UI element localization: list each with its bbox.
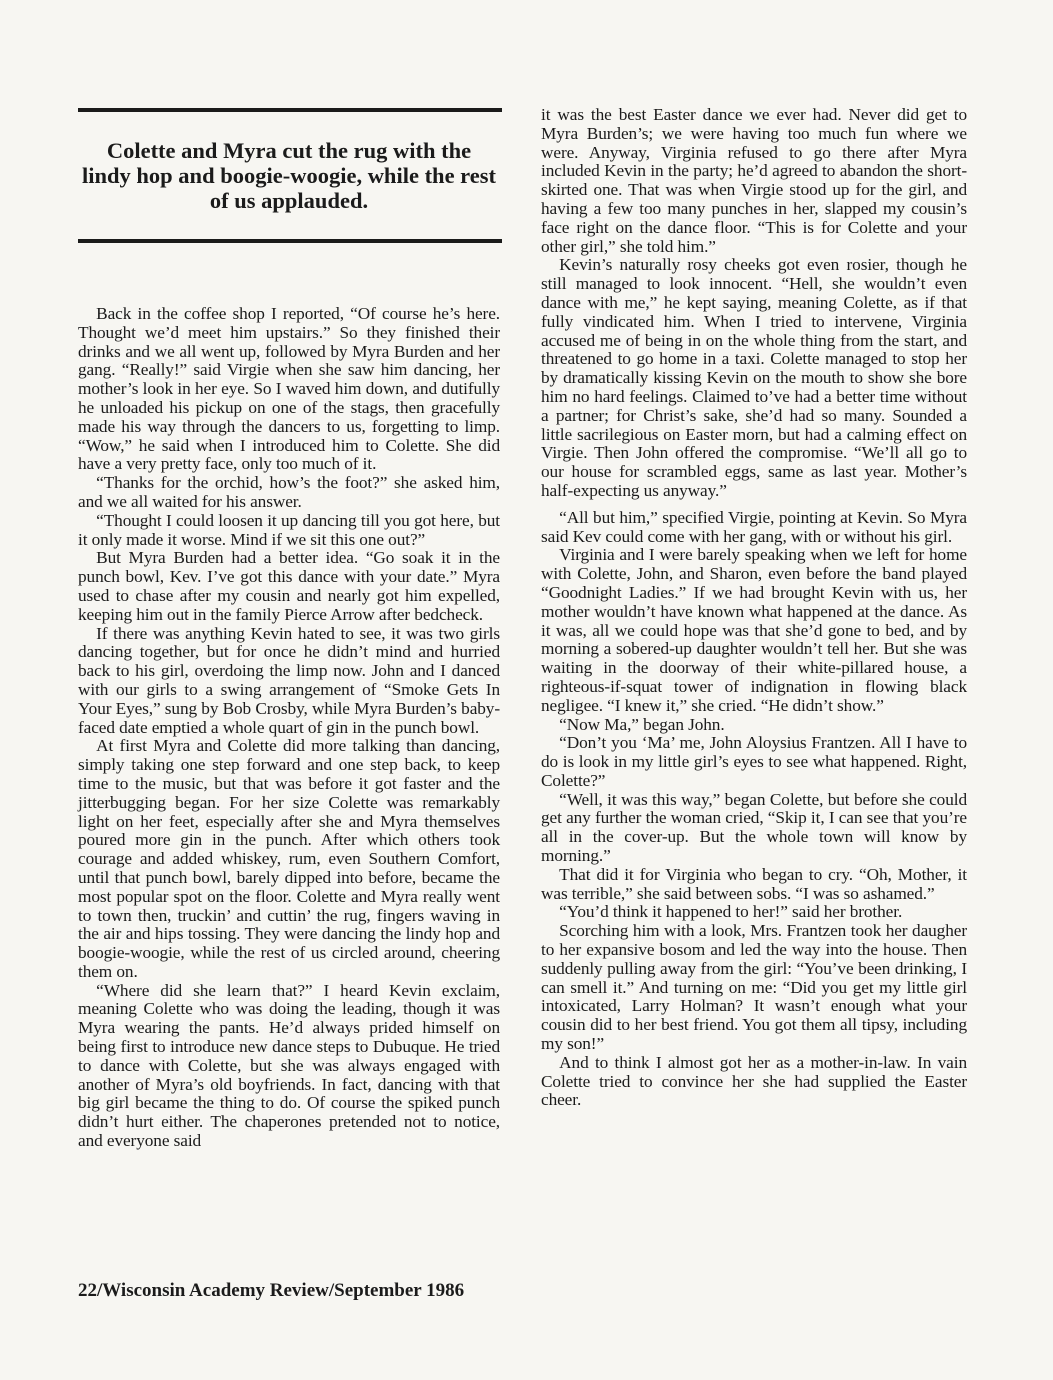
paragraph: And to think I almost got her as a mother-in-law. In vain Colette tried to convince her she had supplied the Easter cheer. [541,1052,967,1110]
paragraph: Virginia and I were barely speaking when we left for home with Colette, John, and Sharon, even before the band played “Goodnight Ladies.” If we had brought Kevin with us, her mother wouldn’t have known what happened at the dance. As it was, all we could hope was that she’d gone to bed, and by morning a sobered-up daughter wouldn’t tell her. But she was waiting in the doorway of their white-pillared house, a righteous-if-squat tower of indignation in flowing black negligee. “I knew it,” she cried. “He didn’t show.” [541,545,967,715]
left-column [78,108,500,1151]
pull-quote: Colette and Myra cut the rug with the lindy hop and boogie-woogie, while the rest of us applauded. [82,138,496,213]
pull-quote-bottom-rule [78,239,502,243]
page-footer: 22/Wisconsin Academy Review/September 1986 [78,1280,465,1301]
paragraph: “Thought I could loosen it up dancing till you got here, but it only made it worse. Mind if we sit this one out?” [78,510,500,549]
paragraph: “Don’t you ‘Ma’ me, John Aloysius Frantzen. All I have to do is look in my little girl’s eyes to see what happened. Right, Colette?” [541,733,967,790]
paragraph: If there was anything Kevin hated to see, it was two girls dancing together, but for once he didn’t mind and hurried back to his girl, overdoing the limp now. John and I danced with our girls to a swing arrangement of “Smoke Gets In Your Eyes,” sung by Bob Crosby, while Myra Burden’s baby-faced date emptied a whole quart of gin in the punch bowl. [78,623,500,737]
paragraph: Back in the coffee shop I reported, “Of course he’s here. Thought we’d meet him upstairs.” So they finished their drinks and we all went up, followed by Myra Burden and her gang. “Really!” said Virgie when she saw him dancing, her mother’s look in her eye. So I waved him down, and dutifully he unloaded his pickup on one of the stags, then gracefully made his way through the dancers to us, forgetting to limp. “Wow,” he said when I introduced him to Colette. She did have a very pretty face, only too much of it. [78,304,500,474]
paragraph: “You’d think it happened to her!” said her brother. [559,902,903,922]
paragraph: “Thanks for the orchid, how’s the foot?” she asked him, and we all waited for his answer. [78,473,500,511]
paragraph: “Now Ma,” began John. [559,714,725,734]
paragraph: Kevin’s naturally rosy cheeks got even rosier, though he still managed to look innocent. “Hell, she wouldn’t even dance with me,” he kept saying, meaning Colette, as if that fully vindicated him. When I tried to intervene, Virginia accused me of being in on the whole thing from the start, and threatened to go home in a taxi. Colette managed to stop her by dramatically kissing Kevin on the mouth to show she bore him no hard feelings. Claimed to’ve had a better time without a partner; for Christ’s sake, she’d had so many. Sounded a little sacrilegious on Easter morn, but had a calming effect on Virgie. Then John offered the compromise. “We’ll all go to our house for scrambled eggs, same as last year. Mother’s half-expecting us anyway.” [541,255,967,500]
paragraph: Scorching him with a look, Mrs. Frantzen took her daugher to her expansive bosom and led the way into the house. Then suddenly pulling away from the girl: “You’ve been drinking, I can smell it.” And turning on me: “Did you get my little girl intoxicated, Larry Holman? It wasn’t enough what your cousin did to her best friend. You got them all tipsy, including my son!” [541,921,967,1054]
paragraph: “Where did she learn that?” I heard Kevin exclaim, meaning Colette who was doing the leading, though it was Myra wearing the pants. He’d always prided himself on being first to introduce new dance steps to Dubuque. He tried to dance with Colette, but she was always engaged with another of Myra’s old boyfriends. In fact, dancing with that big girl became the thing to do. Of course the spiked punch didn’t hurt either. The chaperones pretended not to notice, and everyone said [78,980,500,1151]
paragraph: That did it for Virginia who began to cry. “Oh, Mother, it was terrible,” she said between sobs. “I was so ashamed.” [541,864,967,903]
paragraph: “All but him,” specified Virgie, pointing at Kevin. So Myra said Kev could come with her gang, with or without his girl. [541,507,967,546]
left-column-text [78,305,500,1151]
right-column [541,106,967,1110]
paragraph: But Myra Burden had a better idea. “Go soak it in the punch bowl, Kev. I’ve got this dance with your date.” Myra used to chase after my cousin and nearly got him expelled, keeping him out in the family Pierce Arrow after bedcheck. [78,548,500,624]
paragraph: it was the best Easter dance we ever had. Never did get to Myra Burden’s; we were having too much fun where we were. Anyway, Virginia refused to go there after Myra included Kevin in the party; he’d agreed to abandon the short-skirted one. That was when Virgie stood up for the girl, and having a few too many punches in her, slapped my cousin’s face right on the dance floor. “This is for Colette and your other girl,” she told him.” [541,105,967,256]
paragraph: At first Myra and Colette did more talking than dancing, simply taking one step forward and one step back, to keep time to the music, but that was before it got faster and the jitterbugging began. For her size Colette was remarkably light on her feet, especially after she and Myra themselves poured more gin in the punch. After which others took courage and added whiskey, rum, even Southern Comfort, until that punch bowl, barely dipped into before, became the most popular spot on the floor. Colette and Myra really went to town then, truckin’ and cuttin’ the rug, fingers waving in the air and hips tossing. They were dancing the lindy hop and boogie-woogie, while the rest of us circled around, cheering them on. [78,736,500,981]
paragraph: “Well, it was this way,” began Colette, but before she could get any further the woman cried, “Skip it, I can see that you’re all in the cover-up. But the whole town will know by morning.” [541,789,967,866]
